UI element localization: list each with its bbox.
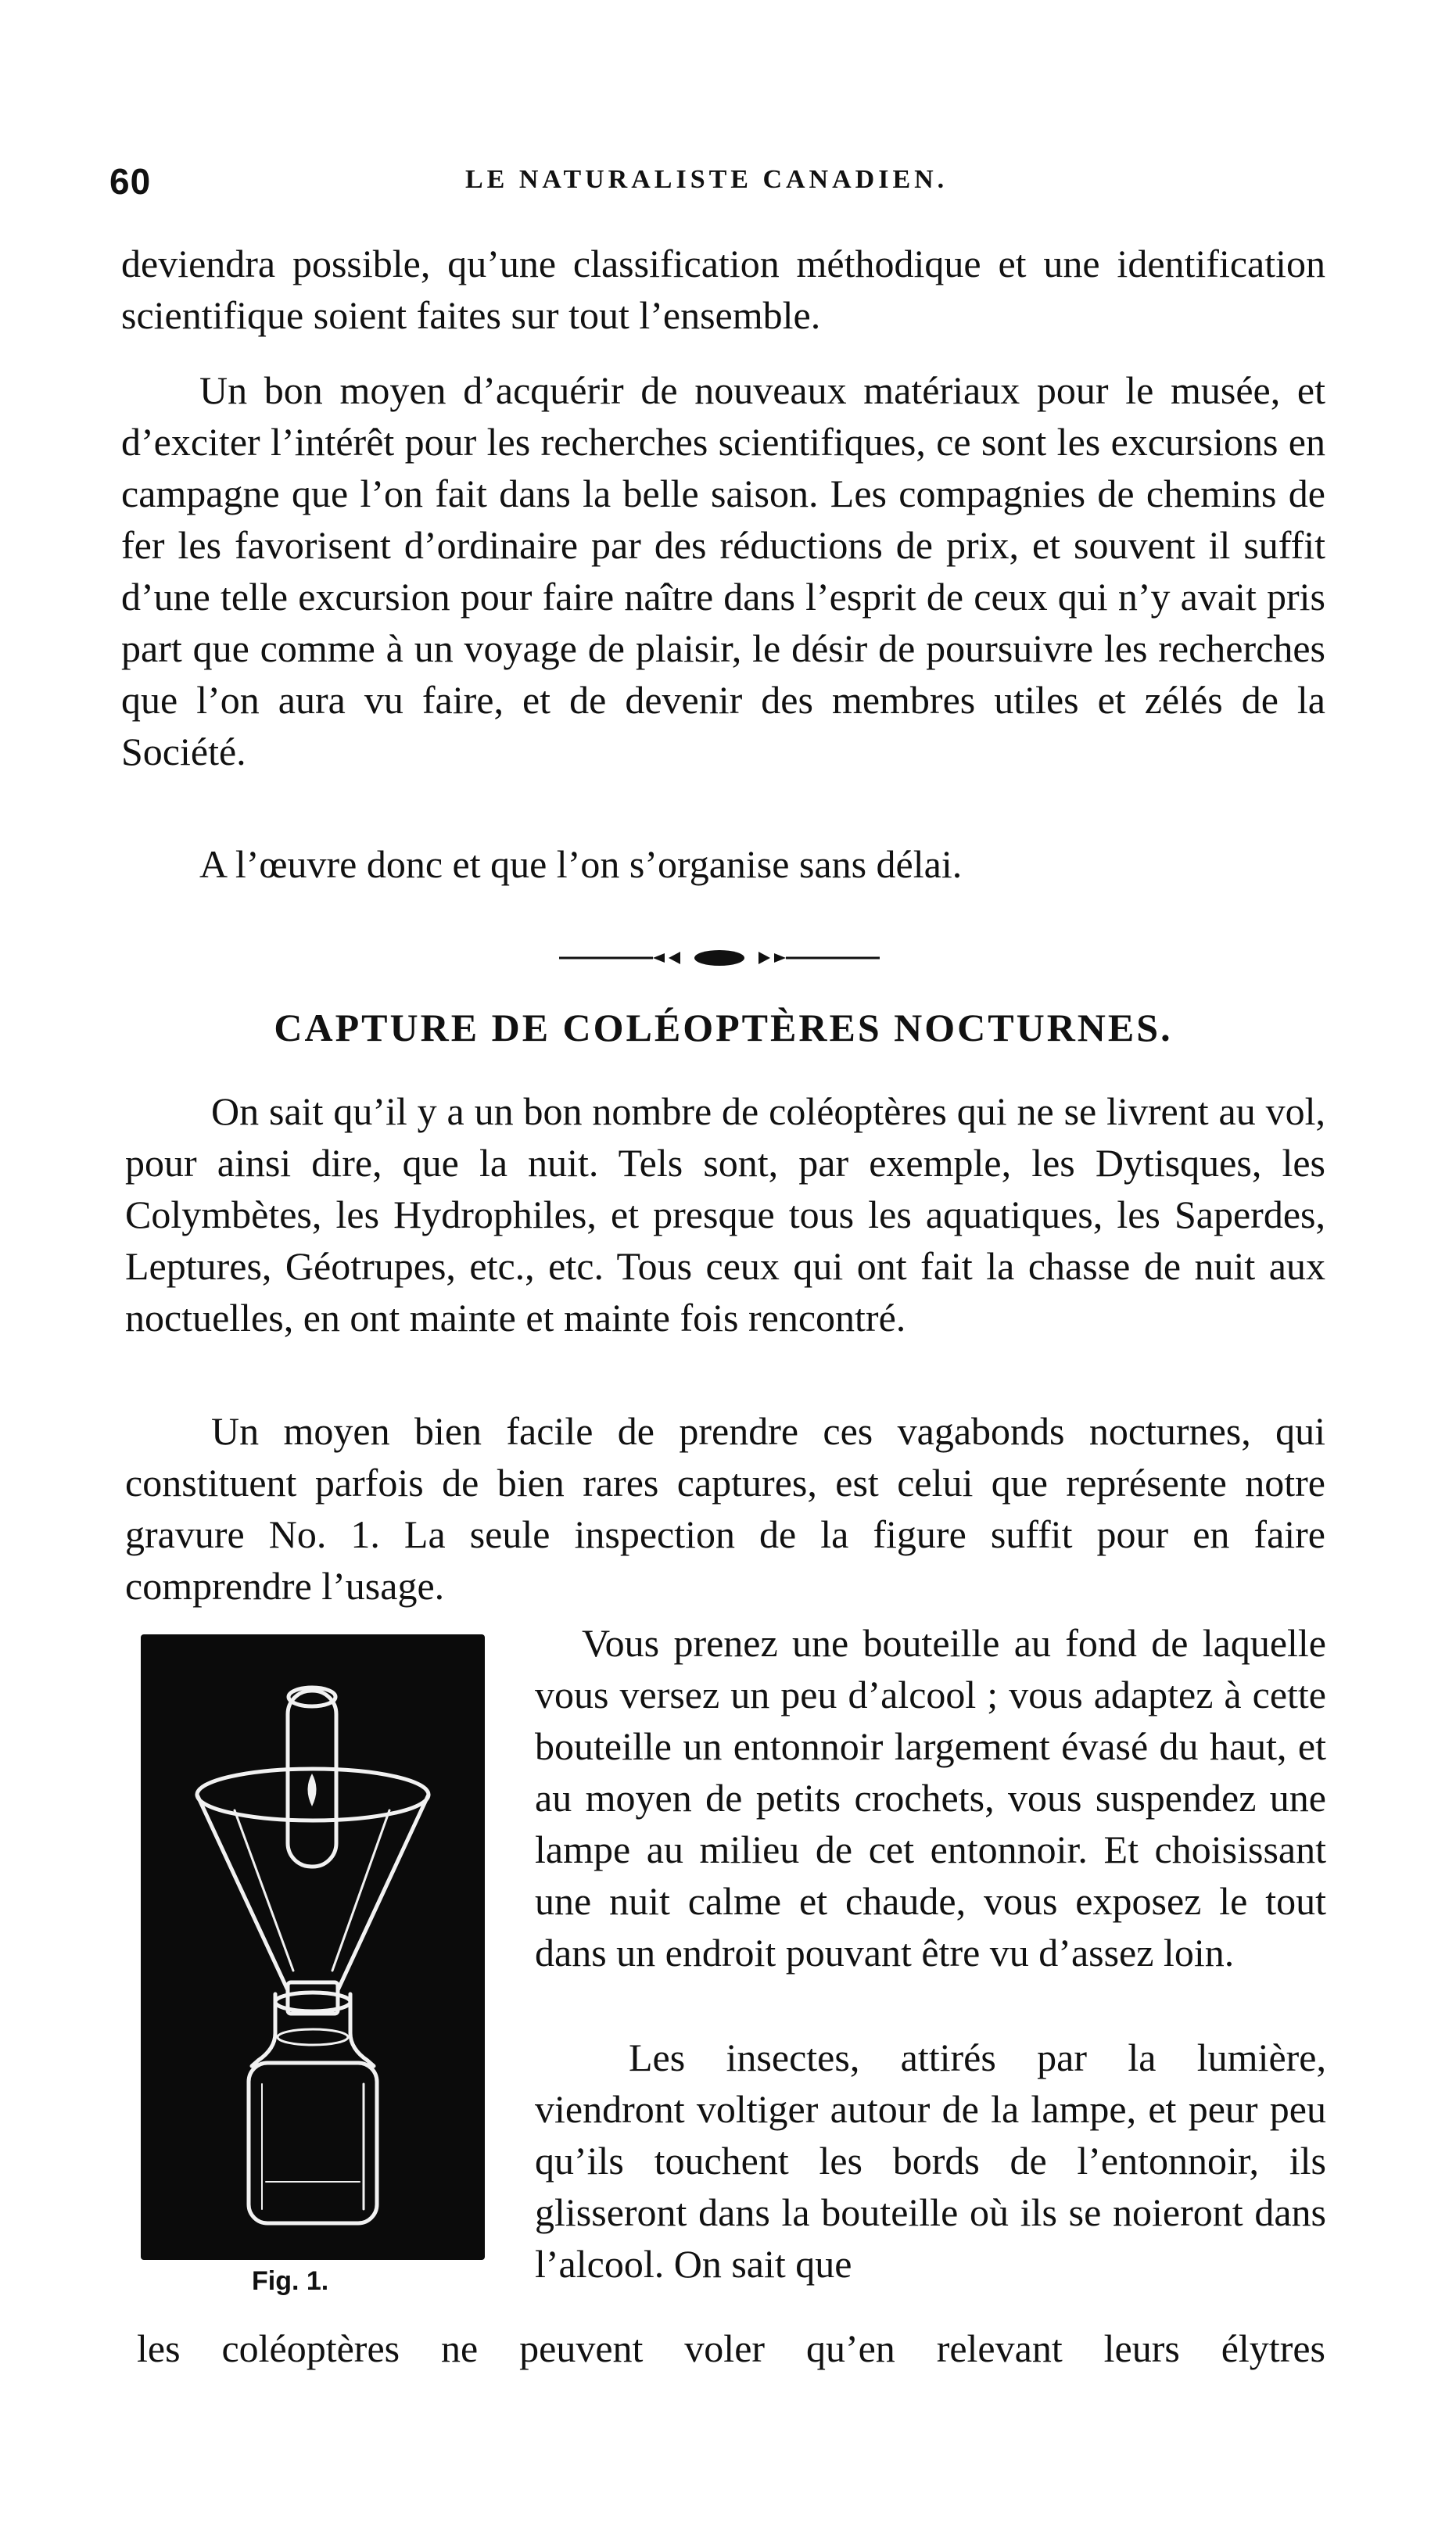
page-number: 60 [109,161,152,202]
section-divider-ornament [559,946,880,970]
bottle-funnel-lamp-icon [141,1634,485,2260]
running-head: LE NATURALISTE CANADIEN. [465,165,949,194]
paragraph-capture-method: Un moyen bien facile de prendre ces vagabonds nocturnes, qui constituent parfois de bien rares captures, est celui que représente notre gravure No. 1. La seule inspection de la figure suffit pour en faire comprendre l’usage. [125,1409,1325,1608]
paragraph-insects-drown: Les insectes, attirés par la lumière, viendront voltiger autour de la lampe, et peur peu qu’ils touchent les bords de l’entonnoir, ils glisseront dans la bouteille où ils se noieront dans l’alcool. On sait que [535,2036,1326,2286]
figure-1-illustration [141,1634,485,2260]
paragraph-museum-excursions: Un bon moyen d’acquérir de nouveaux matériaux pour le musée, et d’exciter l’intérêt pour les recherches scientifiques, ce sont les excursions en campagne que l’on fait dans la belle saison. Les compagnies de chemins de fer les favorisent d’ordinaire par des réductions de prix, et souvent il suffit d’une telle excursion pour faire naître dans l’esprit de ceux qui n’y avait pris part que comme à un voyage de plaisir, le désir de poursuivre les recherches que l’on aura vu faire, et de devenir des membres utiles et zélés de la Société. [121,368,1325,773]
paragraph-nocturnal-beetles: On sait qu’il y a un bon nombre de coléoptères qui ne se livrent au vol, pour ainsi dire, que la nuit. Tels sont, par exemple, les Dytisques, les Colymbètes, les Hydrophiles, et presque tous les aquatiques, les Saperdes, Leptures, Géotrupes, etc., etc. Tous ceux qui ont fait la chasse de nuit aux noctuelles, en ont mainte et mainte fois rencontré. [125,1089,1325,1340]
figure-caption: Fig. 1. [252,2266,329,2296]
section-title: CAPTURE DE COLÉOPTÈRES NOCTURNES. [274,1006,1173,1049]
paragraph-bottle-instructions: Vous prenez une bouteille au fond de laquelle vous versez un peu d’alcool ; vous adaptez à cette bouteille un entonnoir largement évasé du haut, et au moyen de petits crochets, vous suspendez une lampe au milieu de cet entonnoir. Et choisissant une nuit calme et chaude, vous exposez le tout dans un endroit pouvant être vu d’assez loin. [535,1621,1326,1975]
paragraph-call-to-action: A l’œuvre donc et que l’on s’organise sans délai. [199,842,963,886]
lead-paragraph: deviendra possible, qu’une classification méthodique et une identification scientifique soient faites sur tout l’ensemble. [121,242,1325,337]
final-line: les coléoptères ne peuvent voler qu’en relevant leurs élytres [137,2326,1325,2370]
page-header [109,160,1353,207]
